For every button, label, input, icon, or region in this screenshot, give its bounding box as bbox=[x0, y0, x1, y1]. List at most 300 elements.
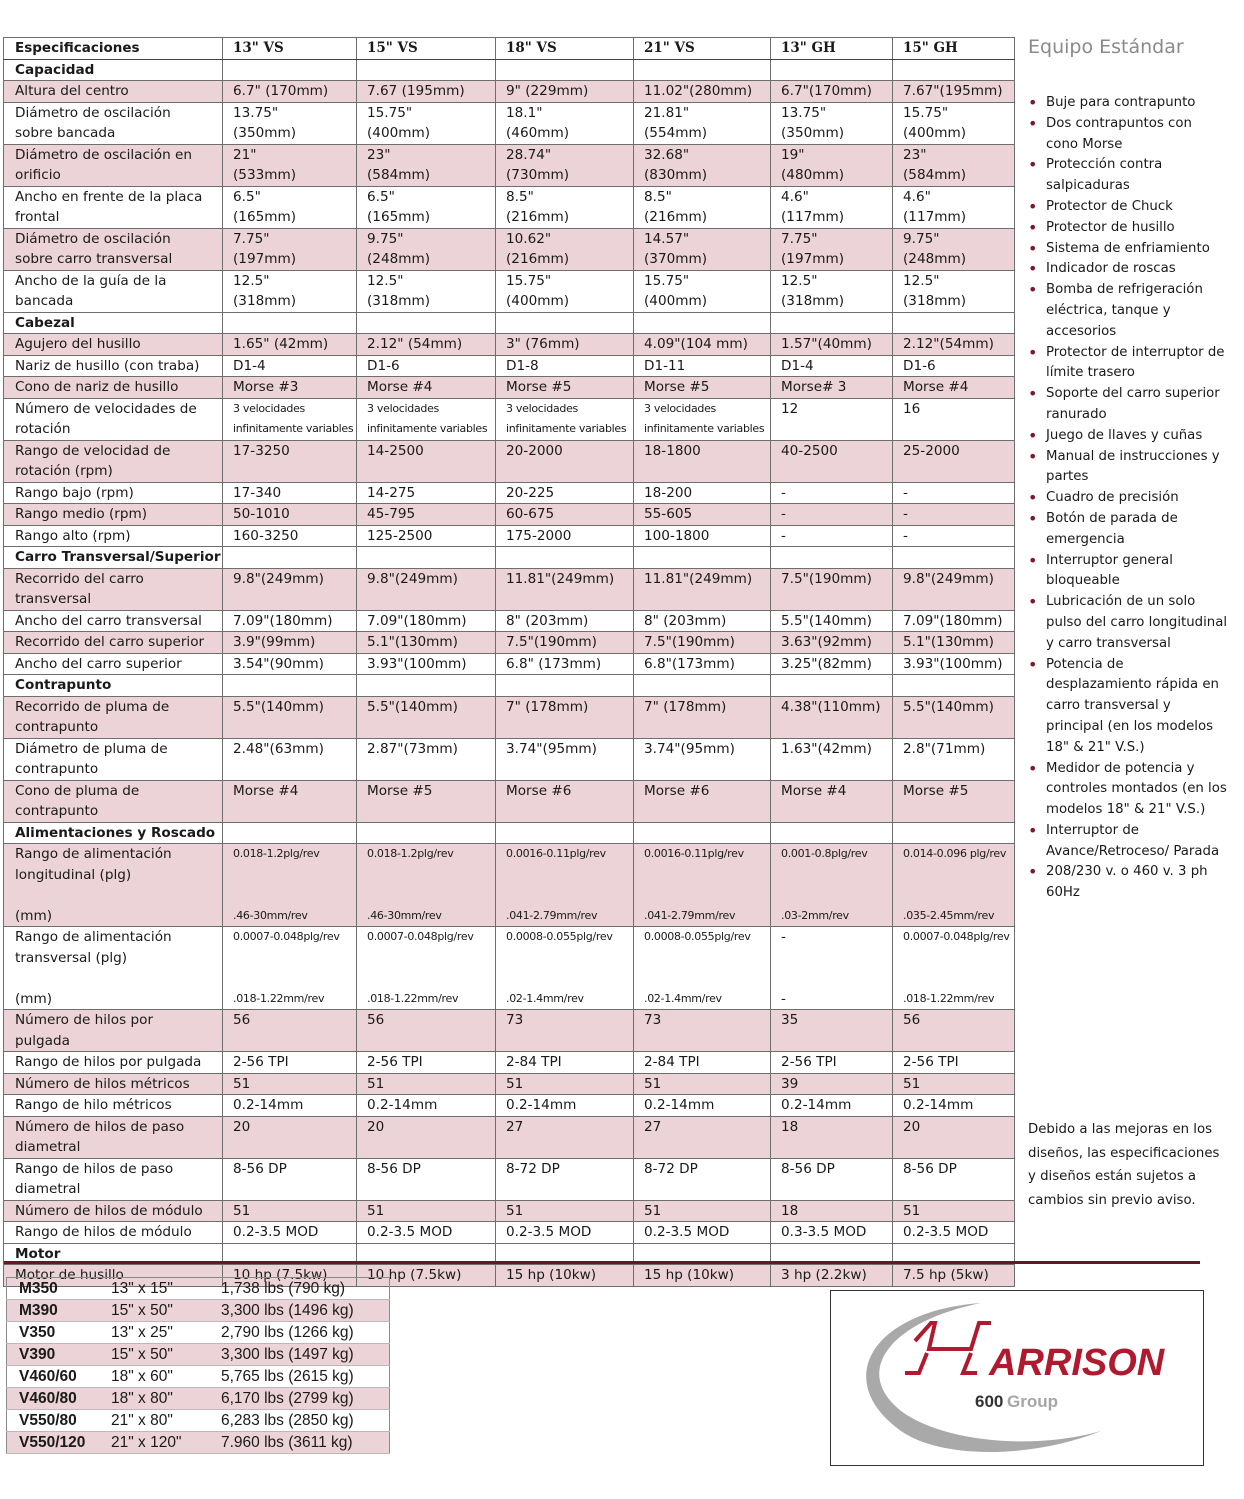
value-cell: 21.81" (554mm) bbox=[634, 102, 771, 144]
value-cell: 11.81"(249mm) bbox=[634, 568, 771, 610]
value-cell: 9.8"(249mm) bbox=[893, 568, 1015, 610]
header-cell: 13" VS bbox=[223, 38, 357, 60]
row-label-cell: Diámetro de oscilación sobre carro transversal bbox=[4, 228, 223, 270]
value-cell: 28.74" (730mm) bbox=[496, 144, 634, 186]
equipment-item: • Cuadro de precisión bbox=[1028, 488, 1228, 509]
row-label-cell: Rango de hilo métricos bbox=[4, 1095, 223, 1117]
value-cell: Morse #6 bbox=[634, 780, 771, 822]
value-cell: - bbox=[771, 525, 893, 547]
section-header-row bbox=[4, 312, 1015, 334]
value-cell: 4.09"(104 mm) bbox=[634, 334, 771, 356]
value-cell: 9.75" (248mm) bbox=[893, 228, 1015, 270]
value-cell: 1.57"(40mm) bbox=[771, 334, 893, 356]
row-label-cell: Recorrido de pluma de contrapunto bbox=[4, 696, 223, 738]
value-cell: 2.48"(63mm) bbox=[223, 738, 357, 780]
model-weight: 1,738 lbs (790 kg) bbox=[215, 1278, 390, 1300]
value-cell: 8-56 DP bbox=[357, 1158, 496, 1200]
value-cell: 18-200 bbox=[634, 482, 771, 504]
value-cell: 125-2500 bbox=[357, 525, 496, 547]
equipment-item: • Interruptor general bloqueable bbox=[1028, 551, 1228, 593]
value-cell: 1.63"(42mm) bbox=[771, 738, 893, 780]
value-cell bbox=[223, 312, 357, 334]
header-cell: 18" VS bbox=[496, 38, 634, 60]
value-cell: D1-4 bbox=[223, 355, 357, 377]
value-cell bbox=[771, 675, 893, 697]
value-cell: 55-605 bbox=[634, 504, 771, 526]
row-label-cell: Contrapunto bbox=[4, 675, 223, 697]
value-cell: 23" (584mm) bbox=[357, 144, 496, 186]
specifications-table bbox=[3, 37, 1015, 1287]
value-cell: 3.93"(100mm) bbox=[357, 653, 496, 675]
table-row bbox=[4, 81, 1015, 103]
table-row bbox=[4, 482, 1015, 504]
value-cell: 0.2-3.5 MOD bbox=[634, 1222, 771, 1244]
value-cell bbox=[893, 822, 1015, 844]
value-cell bbox=[771, 822, 893, 844]
value-cell: D1-11 bbox=[634, 355, 771, 377]
value-cell bbox=[634, 312, 771, 334]
value-cell: 14.57" (370mm) bbox=[634, 228, 771, 270]
disclaimer-text: Debido a las mejoras en los diseños, las especificaciones y diseños están sujetos a cambios sin previo aviso. bbox=[1028, 1122, 1220, 1208]
value-cell: 13.75" (350mm) bbox=[223, 102, 357, 144]
value-cell: 12.5" (318mm) bbox=[357, 270, 496, 312]
value-cell: - bbox=[771, 482, 893, 504]
table-row bbox=[4, 844, 1015, 927]
harrison-logo-graphic bbox=[831, 1291, 1203, 1465]
value-cell: 8-56 DP bbox=[771, 1158, 893, 1200]
value-cell: 2.12"(54mm) bbox=[893, 334, 1015, 356]
row-label-cell: Ancho del carro superior bbox=[4, 653, 223, 675]
value-cell: 2-56 TPI bbox=[893, 1052, 1015, 1074]
value-cell: 160-3250 bbox=[223, 525, 357, 547]
value-cell: 56 bbox=[357, 1010, 496, 1052]
table-row bbox=[4, 653, 1015, 675]
value-cell: 11.81"(249mm) bbox=[496, 568, 634, 610]
value-cell bbox=[496, 312, 634, 334]
value-cell: 51 bbox=[496, 1073, 634, 1095]
model-weight: 3,300 lbs (1496 kg) bbox=[215, 1300, 390, 1322]
value-cell: 2.12" (54mm) bbox=[357, 334, 496, 356]
row-label-cell: Altura del centro bbox=[4, 81, 223, 103]
model-name: V550/80 bbox=[7, 1410, 106, 1432]
value-cell: 7.75" (197mm) bbox=[771, 228, 893, 270]
value-cell: 0.0007-0.048plg/rev .018-1.22mm/rev bbox=[893, 927, 1015, 1010]
value-cell: 3.9"(99mm) bbox=[223, 632, 357, 654]
model-weight: 5,765 lbs (2615 kg) bbox=[215, 1366, 390, 1388]
value-cell: 51 bbox=[634, 1073, 771, 1095]
equipment-item: • Protector de Chuck bbox=[1028, 197, 1228, 218]
section-header-row bbox=[4, 59, 1015, 81]
row-label-cell: Cono de nariz de husillo bbox=[4, 377, 223, 399]
equipment-item: • Bomba de refrigeración eléctrica, tanque y accesorios bbox=[1028, 280, 1228, 342]
value-cell: 2-84 TPI bbox=[496, 1052, 634, 1074]
value-cell: 3.74"(95mm) bbox=[634, 738, 771, 780]
value-cell: 2-56 TPI bbox=[357, 1052, 496, 1074]
value-cell: 8" (203mm) bbox=[634, 610, 771, 632]
row-label-cell: Rango bajo (rpm) bbox=[4, 482, 223, 504]
value-cell: 39 bbox=[771, 1073, 893, 1095]
value-cell: 40-2500 bbox=[771, 440, 893, 482]
model-row bbox=[7, 1300, 390, 1322]
value-cell: 25-2000 bbox=[893, 440, 1015, 482]
value-cell: 7" (178mm) bbox=[496, 696, 634, 738]
value-cell: 15.75" (400mm) bbox=[634, 270, 771, 312]
value-cell: 27 bbox=[634, 1116, 771, 1158]
value-cell: 5.5"(140mm) bbox=[893, 696, 1015, 738]
value-cell: 15.75" (400mm) bbox=[893, 102, 1015, 144]
value-cell: 0.2-3.5 MOD bbox=[496, 1222, 634, 1244]
equipment-item: • Protector de interruptor de límite trasero bbox=[1028, 343, 1228, 385]
table-row bbox=[4, 632, 1015, 654]
model-weight: 6,170 lbs (2799 kg) bbox=[215, 1388, 390, 1410]
model-name: M390 bbox=[7, 1300, 106, 1322]
table-row bbox=[4, 610, 1015, 632]
value-cell: 18 bbox=[771, 1200, 893, 1222]
value-cell: 0.2-14mm bbox=[223, 1095, 357, 1117]
equipment-item: • 208/230 v. o 460 v. 3 ph 60Hz bbox=[1028, 862, 1228, 904]
model-weight: 6,283 lbs (2850 kg) bbox=[215, 1410, 390, 1432]
value-cell: 15.75" (400mm) bbox=[496, 270, 634, 312]
value-cell: D1-8 bbox=[496, 355, 634, 377]
value-cell: 35 bbox=[771, 1010, 893, 1052]
value-cell: 3 hp (2.2kw) bbox=[771, 1265, 893, 1287]
value-cell: 3.54"(90mm) bbox=[223, 653, 357, 675]
model-size: 21" x 120" bbox=[105, 1432, 215, 1454]
value-cell: Morse #3 bbox=[223, 377, 357, 399]
equipment-item: • Buje para contrapunto bbox=[1028, 93, 1228, 114]
model-name: M350 bbox=[7, 1278, 106, 1300]
value-cell: 21" (533mm) bbox=[223, 144, 357, 186]
model-name: V390 bbox=[7, 1344, 106, 1366]
value-cell: Morse #6 bbox=[496, 780, 634, 822]
value-cell: 8-56 DP bbox=[893, 1158, 1015, 1200]
equipment-item: • Botón de parada de emergencia bbox=[1028, 509, 1228, 551]
equipment-item: • Interruptor de Avance/Retroceso/ Parada bbox=[1028, 821, 1228, 863]
value-cell: 56 bbox=[223, 1010, 357, 1052]
value-cell: - bbox=[893, 525, 1015, 547]
value-cell: 3 velocidades infinitamente variables bbox=[357, 398, 496, 440]
row-label-cell: Número de hilos métricos bbox=[4, 1073, 223, 1095]
table-row bbox=[4, 1073, 1015, 1095]
value-cell: 60-675 bbox=[496, 504, 634, 526]
logo-sub-bold: 600 bbox=[975, 1392, 1004, 1411]
value-cell: 17-3250 bbox=[223, 440, 357, 482]
value-cell: 3.63"(92mm) bbox=[771, 632, 893, 654]
value-cell: 0.0008-0.055plg/rev .02-1.4mm/rev bbox=[634, 927, 771, 1010]
row-label-cell: Cono de pluma de contrapunto bbox=[4, 780, 223, 822]
value-cell: 0.2-3.5 MOD bbox=[357, 1222, 496, 1244]
table-row bbox=[4, 102, 1015, 144]
value-cell: 51 bbox=[893, 1200, 1015, 1222]
value-cell: 12 bbox=[771, 398, 893, 440]
value-cell: 9.8"(249mm) bbox=[357, 568, 496, 610]
row-label-cell: Número de hilos de paso diametral bbox=[4, 1116, 223, 1158]
value-cell: 0.3-3.5 MOD bbox=[771, 1222, 893, 1244]
equipment-item: • Medidor de potencia y controles montados (en los modelos 18" & 21" V.S.) bbox=[1028, 759, 1228, 821]
header-cell: Especificaciones bbox=[4, 38, 223, 60]
value-cell: 18 bbox=[771, 1116, 893, 1158]
header-cell: 21" VS bbox=[634, 38, 771, 60]
model-size: 18" x 60" bbox=[105, 1366, 215, 1388]
value-cell: 15 hp (10kw) bbox=[634, 1265, 771, 1287]
value-cell: Morse #4 bbox=[357, 377, 496, 399]
value-cell: 51 bbox=[223, 1073, 357, 1095]
value-cell: 7.67 (195mm) bbox=[357, 81, 496, 103]
table-row bbox=[4, 228, 1015, 270]
row-label-cell: Número de hilos por pulgada bbox=[4, 1010, 223, 1052]
models-body bbox=[7, 1278, 390, 1454]
value-cell: 0.2-14mm bbox=[893, 1095, 1015, 1117]
value-cell: 8-72 DP bbox=[634, 1158, 771, 1200]
value-cell: 0.001-0.8plg/rev .03-2mm/rev bbox=[771, 844, 893, 927]
value-cell bbox=[634, 547, 771, 569]
row-label-cell: Alimentaciones y Roscado bbox=[4, 822, 223, 844]
value-cell: 19" (480mm) bbox=[771, 144, 893, 186]
value-cell: - bbox=[893, 482, 1015, 504]
value-cell: 0.2-3.5 MOD bbox=[893, 1222, 1015, 1244]
row-label-cell: Número de hilos de módulo bbox=[4, 1200, 223, 1222]
row-label-cell: Rango de hilos de módulo bbox=[4, 1222, 223, 1244]
table-row bbox=[4, 440, 1015, 482]
value-cell: 14-275 bbox=[357, 482, 496, 504]
model-size: 13" x 25" bbox=[105, 1322, 215, 1344]
value-cell: 20 bbox=[223, 1116, 357, 1158]
value-cell: D1-4 bbox=[771, 355, 893, 377]
value-cell: 3.74"(95mm) bbox=[496, 738, 634, 780]
table-row bbox=[4, 738, 1015, 780]
table-row bbox=[4, 270, 1015, 312]
value-cell bbox=[357, 59, 496, 81]
equipment-item: • Dos contrapuntos con cono Morse bbox=[1028, 114, 1228, 156]
value-cell: 0.2-3.5 MOD bbox=[223, 1222, 357, 1244]
model-row bbox=[7, 1432, 390, 1454]
value-cell bbox=[771, 59, 893, 81]
model-row bbox=[7, 1388, 390, 1410]
value-cell: 4.6" (117mm) bbox=[893, 186, 1015, 228]
value-cell bbox=[496, 59, 634, 81]
value-cell: 15 hp (10kw) bbox=[496, 1265, 634, 1287]
table-row bbox=[4, 696, 1015, 738]
table-row bbox=[4, 1200, 1015, 1222]
value-cell: 9.75" (248mm) bbox=[357, 228, 496, 270]
value-cell: 3 velocidades infinitamente variables bbox=[496, 398, 634, 440]
specifications-body bbox=[4, 59, 1015, 1286]
value-cell: 12.5" (318mm) bbox=[893, 270, 1015, 312]
value-cell bbox=[634, 59, 771, 81]
row-label-cell: Recorrido del carro superior bbox=[4, 632, 223, 654]
row-label-cell: Ancho del carro transversal bbox=[4, 610, 223, 632]
value-cell bbox=[496, 547, 634, 569]
models-table bbox=[6, 1277, 390, 1454]
value-cell: 7.5"(190mm) bbox=[496, 632, 634, 654]
model-row bbox=[7, 1366, 390, 1388]
value-cell: 7.67"(195mm) bbox=[893, 81, 1015, 103]
value-cell: 12.5" (318mm) bbox=[223, 270, 357, 312]
equipment-item: • Sistema de enfriamiento bbox=[1028, 239, 1228, 260]
row-label-cell: Rango de alimentación longitudinal (plg) (mm) bbox=[4, 844, 223, 927]
value-cell: 3 velocidades infinitamente variables bbox=[223, 398, 357, 440]
logo-h-mark bbox=[905, 1323, 991, 1373]
value-cell: 5.1"(130mm) bbox=[893, 632, 1015, 654]
value-cell: 5.1"(130mm) bbox=[357, 632, 496, 654]
value-cell: 8" (203mm) bbox=[496, 610, 634, 632]
value-cell: D1-6 bbox=[893, 355, 1015, 377]
model-row bbox=[7, 1410, 390, 1432]
logo-brand-text: ARRISON bbox=[989, 1342, 1165, 1384]
value-cell: - bbox=[771, 504, 893, 526]
value-cell: 45-795 bbox=[357, 504, 496, 526]
value-cell: - - bbox=[771, 927, 893, 1010]
value-cell bbox=[496, 675, 634, 697]
value-cell: Morse# 3 bbox=[771, 377, 893, 399]
value-cell: 0.0007-0.048plg/rev .018-1.22mm/rev bbox=[357, 927, 496, 1010]
header-cell: 13" GH bbox=[771, 38, 893, 60]
equipment-item: • Manual de instrucciones y partes bbox=[1028, 447, 1228, 489]
value-cell: Morse #5 bbox=[496, 377, 634, 399]
value-cell: 0.018-1.2plg/rev .46-30mm/rev bbox=[357, 844, 496, 927]
value-cell: 2-56 TPI bbox=[771, 1052, 893, 1074]
table-row bbox=[4, 398, 1015, 440]
value-cell: 27 bbox=[496, 1116, 634, 1158]
value-cell: 1.65" (42mm) bbox=[223, 334, 357, 356]
value-cell: 20 bbox=[357, 1116, 496, 1158]
table-row bbox=[4, 144, 1015, 186]
value-cell: Morse #5 bbox=[634, 377, 771, 399]
row-label-cell: Rango de alimentación transversal (plg) (mm) bbox=[4, 927, 223, 1010]
row-label-cell: Número de velocidades de rotación bbox=[4, 398, 223, 440]
value-cell: 175-2000 bbox=[496, 525, 634, 547]
row-label-cell: Capacidad bbox=[4, 59, 223, 81]
logo-sub-light: Group bbox=[1007, 1392, 1058, 1411]
table-row bbox=[4, 1095, 1015, 1117]
value-cell bbox=[893, 312, 1015, 334]
model-name: V460/80 bbox=[7, 1388, 106, 1410]
row-label-cell: Rango alto (rpm) bbox=[4, 525, 223, 547]
table-row bbox=[4, 186, 1015, 228]
value-cell: 9" (229mm) bbox=[496, 81, 634, 103]
row-label-cell: Diámetro de oscilación sobre bancada bbox=[4, 102, 223, 144]
section-header-row bbox=[4, 822, 1015, 844]
value-cell bbox=[223, 822, 357, 844]
value-cell: 4.6" (117mm) bbox=[771, 186, 893, 228]
value-cell bbox=[893, 547, 1015, 569]
model-size: 18" x 80" bbox=[105, 1388, 215, 1410]
row-label-cell: Ancho de la guía de la bancada bbox=[4, 270, 223, 312]
table-row bbox=[4, 1052, 1015, 1074]
standard-equipment-title: Equipo Estándar bbox=[1028, 36, 1184, 58]
value-cell: 2.87"(73mm) bbox=[357, 738, 496, 780]
model-size: 15" x 50" bbox=[105, 1344, 215, 1366]
model-name: V550/120 bbox=[7, 1432, 106, 1454]
value-cell: 10.62" (216mm) bbox=[496, 228, 634, 270]
value-cell: 7.09"(180mm) bbox=[893, 610, 1015, 632]
harrison-logo bbox=[830, 1290, 1204, 1466]
value-cell: 8-56 DP bbox=[223, 1158, 357, 1200]
value-cell: 12.5" (318mm) bbox=[771, 270, 893, 312]
value-cell: 8-72 DP bbox=[496, 1158, 634, 1200]
value-cell: 0.018-1.2plg/rev .46-30mm/rev bbox=[223, 844, 357, 927]
value-cell: 7.5"(190mm) bbox=[771, 568, 893, 610]
value-cell bbox=[893, 675, 1015, 697]
value-cell: 18.1" (460mm) bbox=[496, 102, 634, 144]
value-cell: 8.5" (216mm) bbox=[496, 186, 634, 228]
value-cell: 3.25"(82mm) bbox=[771, 653, 893, 675]
value-cell: 3 velocidades infinitamente variables bbox=[634, 398, 771, 440]
value-cell: 2-84 TPI bbox=[634, 1052, 771, 1074]
equipment-item: • Protector de husillo bbox=[1028, 218, 1228, 239]
row-label-cell: Rango de hilos de paso diametral bbox=[4, 1158, 223, 1200]
value-cell: Morse #4 bbox=[223, 780, 357, 822]
value-cell: 5.5"(140mm) bbox=[357, 696, 496, 738]
value-cell: 2.8"(71mm) bbox=[893, 738, 1015, 780]
value-cell: 0.2-14mm bbox=[771, 1095, 893, 1117]
value-cell: 73 bbox=[496, 1010, 634, 1052]
equipment-item: • Soporte del carro superior ranurado bbox=[1028, 384, 1228, 426]
value-cell: 13.75" (350mm) bbox=[771, 102, 893, 144]
table-row bbox=[4, 377, 1015, 399]
value-cell: 51 bbox=[893, 1073, 1015, 1095]
value-cell: 100-1800 bbox=[634, 525, 771, 547]
row-label-cell: Diámetro de pluma de contrapunto bbox=[4, 738, 223, 780]
row-label-cell: Carro Transversal/Superior bbox=[4, 547, 223, 569]
value-cell bbox=[771, 547, 893, 569]
value-cell: 0.0016-0.11plg/rev .041-2.79mm/rev bbox=[496, 844, 634, 927]
row-label-cell: Ancho en frente de la placa frontal bbox=[4, 186, 223, 228]
value-cell: 16 bbox=[893, 398, 1015, 440]
header-cell: 15" VS bbox=[357, 38, 496, 60]
value-cell bbox=[357, 822, 496, 844]
value-cell: 0.2-14mm bbox=[496, 1095, 634, 1117]
value-cell: 15.75" (400mm) bbox=[357, 102, 496, 144]
value-cell: 0.0007-0.048plg/rev .018-1.22mm/rev bbox=[223, 927, 357, 1010]
value-cell: 73 bbox=[634, 1010, 771, 1052]
value-cell bbox=[357, 312, 496, 334]
value-cell: 20-225 bbox=[496, 482, 634, 504]
header-cell: 15" GH bbox=[893, 38, 1015, 60]
table-row bbox=[4, 1222, 1015, 1244]
table-row bbox=[4, 334, 1015, 356]
row-label-cell: Cabezal bbox=[4, 312, 223, 334]
row-label-cell: Motor bbox=[4, 1243, 223, 1265]
value-cell bbox=[496, 822, 634, 844]
value-cell: 10 hp (7.5kw) bbox=[223, 1265, 357, 1287]
value-cell: 0.0008-0.055plg/rev .02-1.4mm/rev bbox=[496, 927, 634, 1010]
value-cell bbox=[223, 59, 357, 81]
table-row bbox=[4, 355, 1015, 377]
table-row bbox=[4, 568, 1015, 610]
table-row bbox=[4, 504, 1015, 526]
value-cell: 0.2-14mm bbox=[357, 1095, 496, 1117]
value-cell: Morse #5 bbox=[893, 780, 1015, 822]
value-cell: D1-6 bbox=[357, 355, 496, 377]
value-cell: 4.38"(110mm) bbox=[771, 696, 893, 738]
value-cell: 0.2-14mm bbox=[634, 1095, 771, 1117]
equipment-item: • Indicador de roscas bbox=[1028, 259, 1228, 280]
value-cell: Morse #4 bbox=[893, 377, 1015, 399]
value-cell: 3.93"(100mm) bbox=[893, 653, 1015, 675]
model-size: 15" x 50" bbox=[105, 1300, 215, 1322]
value-cell: 23" (584mm) bbox=[893, 144, 1015, 186]
value-cell: 7" (178mm) bbox=[634, 696, 771, 738]
value-cell bbox=[223, 547, 357, 569]
value-cell bbox=[893, 59, 1015, 81]
equipment-item: • Protección contra salpicaduras bbox=[1028, 155, 1228, 197]
value-cell bbox=[223, 675, 357, 697]
value-cell bbox=[634, 675, 771, 697]
value-cell: 5.5"(140mm) bbox=[223, 696, 357, 738]
value-cell: 5.5"(140mm) bbox=[771, 610, 893, 632]
value-cell: 7.09"(180mm) bbox=[357, 610, 496, 632]
